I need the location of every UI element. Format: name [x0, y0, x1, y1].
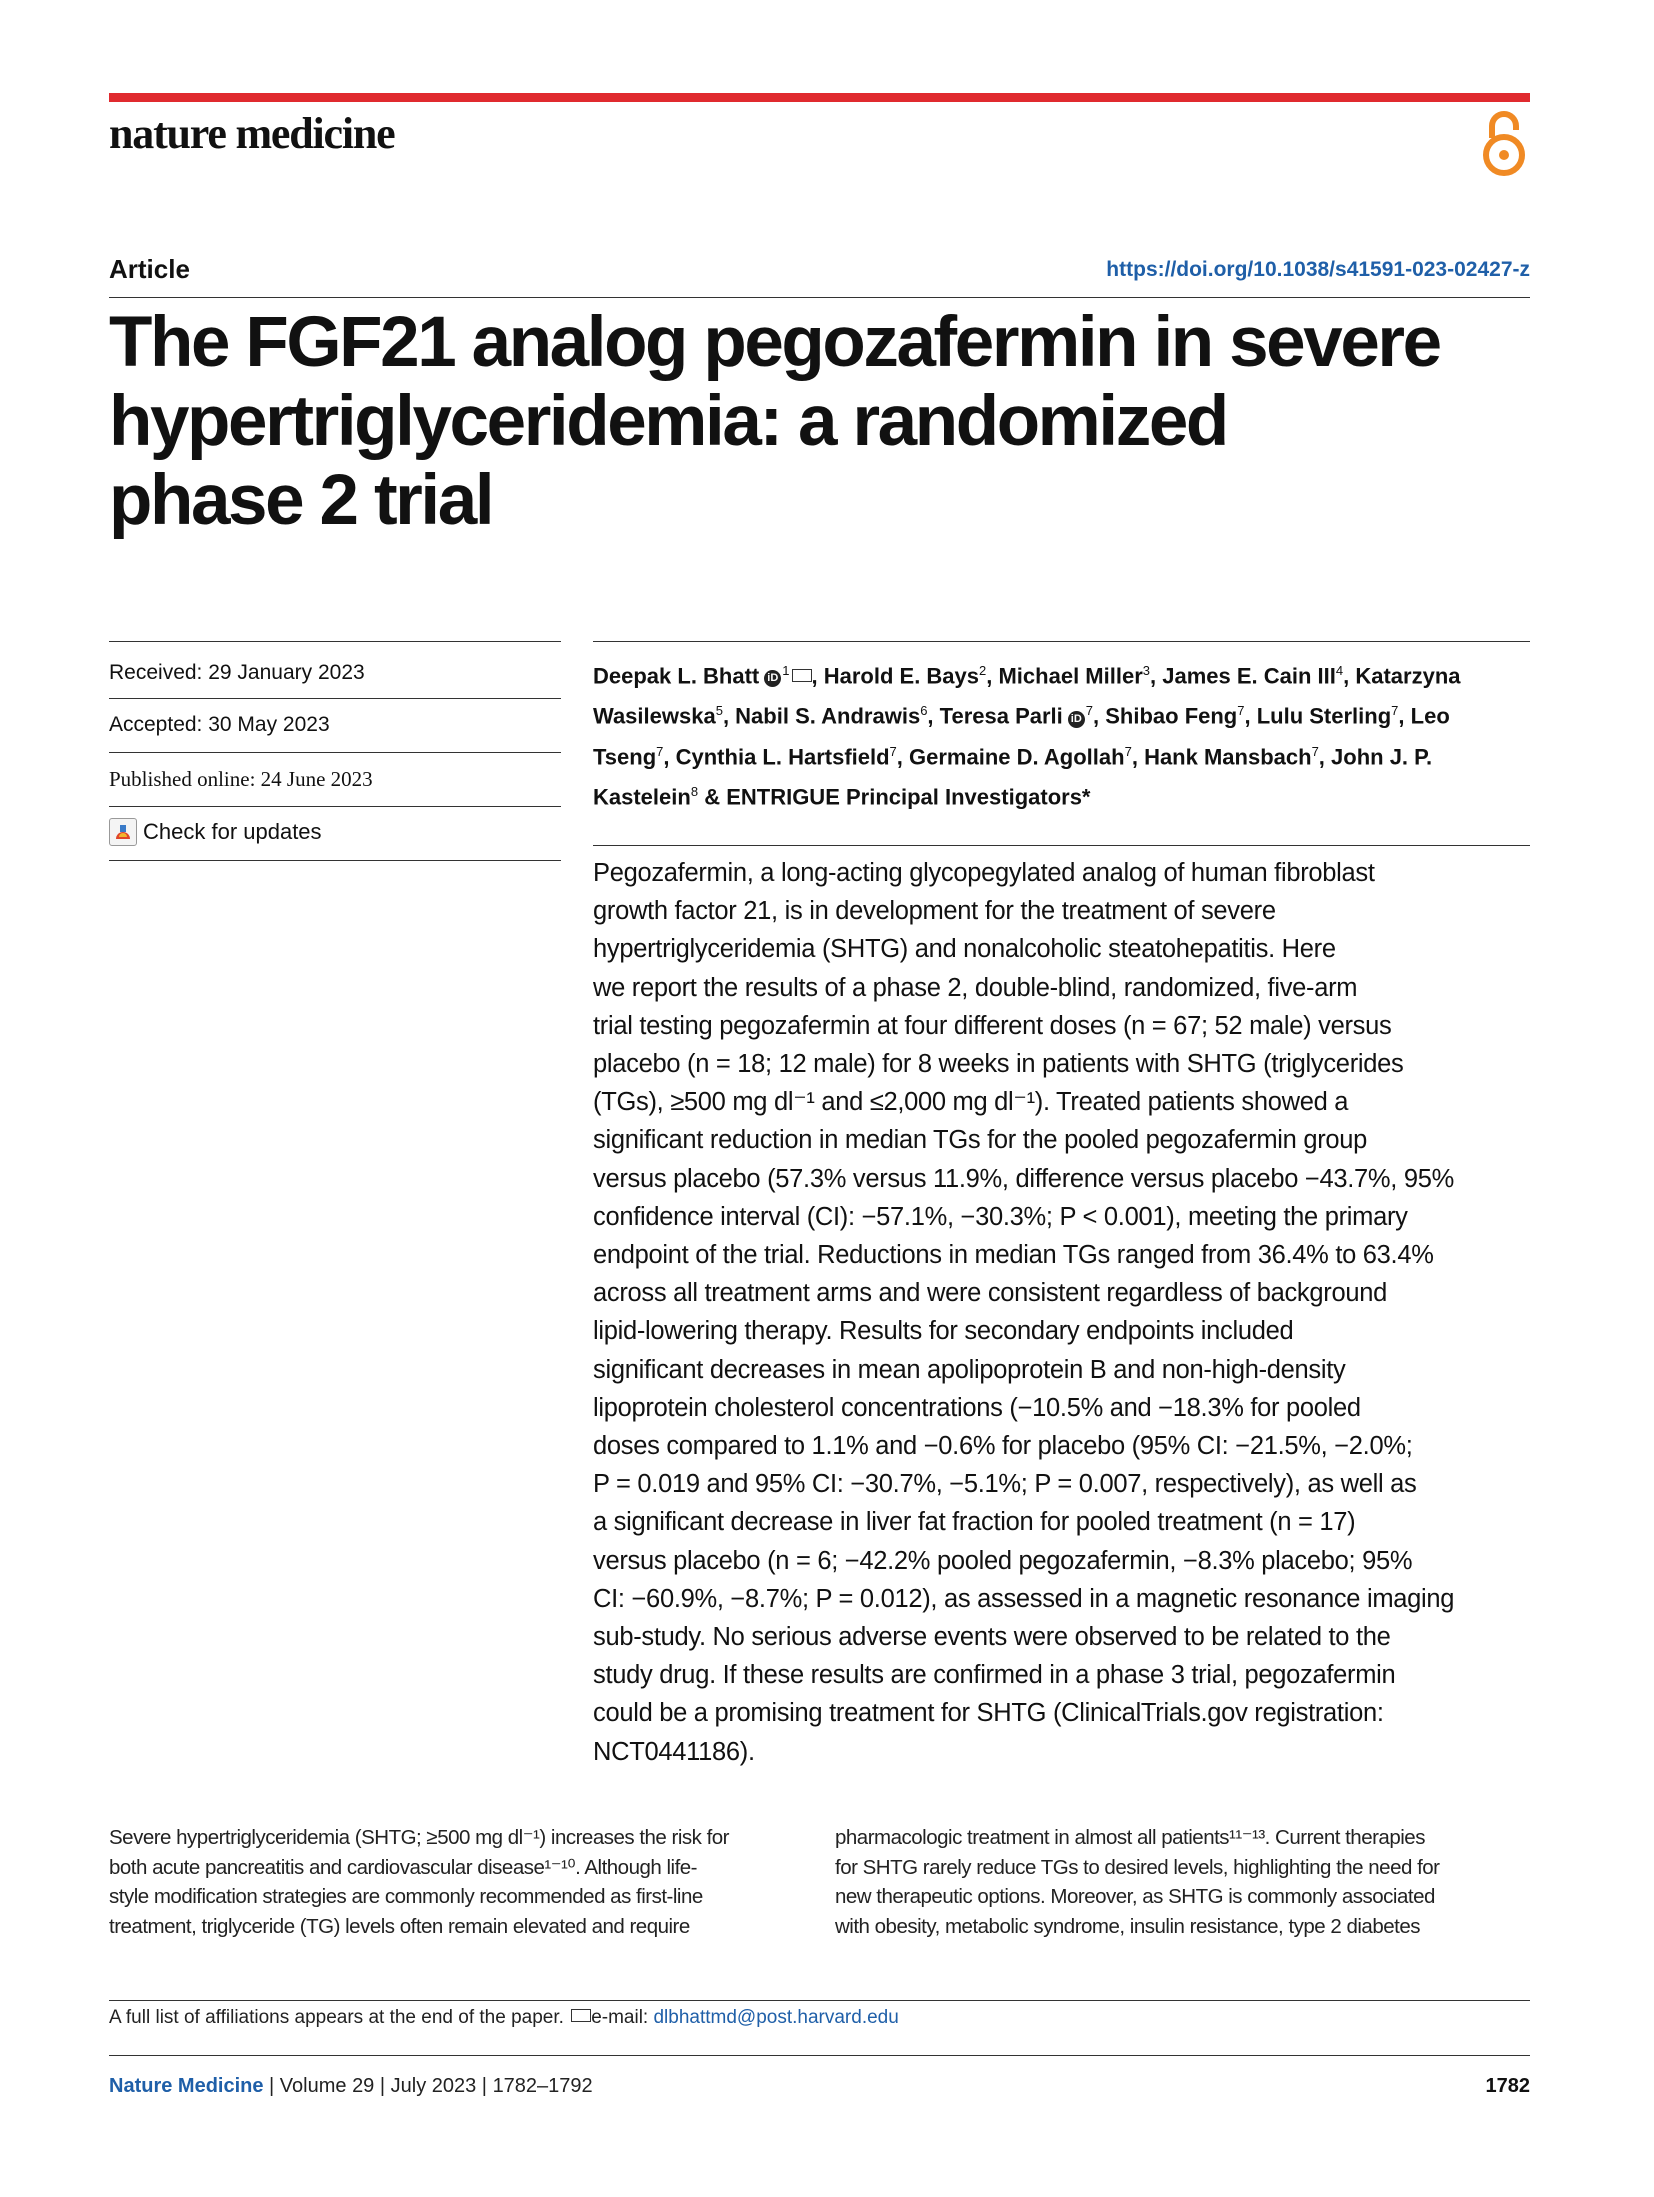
footer-volume: Volume 29	[279, 2075, 375, 2097]
abstract-line: significant reduction in median TGs for the pooled pegozafermin group	[593, 1126, 1368, 1155]
affiliation-marker: 1	[782, 663, 790, 678]
body-line: both acute pancreatitis and cardiovascular disease¹⁻¹⁰. Although life-	[109, 1855, 697, 1879]
orcid-icon[interactable]: iD	[1068, 711, 1085, 728]
footer-divider	[109, 2055, 1530, 2056]
check-for-updates-button[interactable]	[109, 818, 322, 846]
author-name[interactable]: Shibao Feng	[1105, 703, 1238, 729]
author-name[interactable]: Michael Miller	[998, 663, 1143, 689]
abstract-line: we report the results of a phase 2, double-blind, randomized, five-arm	[593, 973, 1358, 1002]
title-line: hypertriglyceridemia: a randomized	[109, 382, 1227, 461]
abstract-line: placebo (n = 18; 12 male) for 8 weeks in patients with SHTG (triglycerides	[593, 1050, 1404, 1079]
abstract-line: confidence interval (CI): −57.1%, −30.3%; P < 0.001), meeting the primary	[593, 1202, 1408, 1231]
affiliation-marker: 7	[1085, 703, 1094, 719]
abstract-divider	[593, 845, 1530, 846]
author-group: & ENTRIGUE Principal Investigators*	[704, 784, 1091, 810]
body-text-left-column	[109, 1823, 812, 1941]
open-access-lock-icon	[1478, 108, 1530, 178]
page-footer: Nature Medicine | Volume 29 | July 2023 | 1782–1792	[109, 2075, 593, 2097]
abstract-line: P = 0.019 and 95% CI: −30.7%, −5.1%; P = 0.007, respectively), as well as	[593, 1470, 1417, 1499]
author-name[interactable]: Katarzyna Wasilewska	[593, 663, 1461, 729]
published-date: Published online: 24 June 2023	[109, 767, 373, 791]
author-name[interactable]: Harold E. Bays	[823, 663, 980, 689]
check-updates-icon	[109, 818, 137, 846]
abstract-line: NCT0441186).	[593, 1737, 755, 1766]
header-divider	[109, 297, 1530, 298]
body-line: new therapeutic options. Moreover, as SHTG is commonly associated	[835, 1885, 1435, 1908]
author-name[interactable]: Germaine D. Agollah	[909, 743, 1125, 769]
affiliation-marker: 7	[1124, 743, 1132, 759]
email-label: e-mail:	[591, 2007, 649, 2028]
abstract-line: growth factor 21, is in development for the treatment of severe	[593, 897, 1276, 926]
affiliations-footnote	[109, 2007, 899, 2029]
abstract-line: endpoint of the trial. Reductions in median TGs ranged from 36.4% to 63.4%	[593, 1241, 1434, 1270]
author-name[interactable]: Cynthia L. Hartsfield	[675, 743, 890, 769]
received-date: Received: 29 January 2023	[109, 661, 365, 684]
affiliation-marker: 7	[889, 743, 897, 759]
author-name[interactable]: Teresa Parli	[939, 703, 1063, 729]
abstract-line: (TGs), ≥500 mg dl⁻¹ and ≤2,000 mg dl⁻¹). Treated patients showed a	[593, 1088, 1349, 1117]
email-envelope-icon	[571, 2009, 591, 2022]
affiliation-marker: 8	[690, 783, 699, 799]
abstract-line: across all treatment arms and were consistent regardless of background	[593, 1279, 1387, 1308]
abstract-line: versus placebo (n = 6; −42.2% pooled pegozafermin, −8.3% placebo; 95%	[593, 1546, 1413, 1575]
doi-link[interactable]: https://doi.org/10.1038/s41591-023-02427-z	[1106, 258, 1530, 281]
corresponding-email-link[interactable]: dlbhattmd@post.harvard.edu	[653, 2007, 899, 2028]
body-line: with obesity, metabolic syndrome, insulin resistance, type 2 diabetes	[835, 1914, 1420, 1938]
article-title	[109, 303, 1530, 540]
abstract-line: doses compared to 1.1% and −0.6% for placebo (95% CI: −21.5%, −2.0%;	[593, 1432, 1413, 1461]
author-name[interactable]: Hank Mansbach	[1144, 743, 1312, 769]
affiliation-marker: 7	[1237, 703, 1245, 719]
page-number: 1782	[1485, 2075, 1530, 2097]
abstract-line: study drug. If these results are confirmed in a phase 3 trial, pegozafermin	[593, 1661, 1396, 1690]
affiliation-marker: 5	[715, 703, 723, 719]
abstract-line: lipid-lowering therapy. Results for secondary endpoints included	[593, 1317, 1294, 1346]
footnote-text: A full list of affiliations appears at the end of the paper.	[109, 2007, 564, 2028]
title-line: phase 2 trial	[109, 461, 493, 540]
journal-accent-bar	[109, 93, 1530, 102]
footer-pages: 1782–1792	[492, 2075, 593, 2097]
author-name[interactable]: Deepak L. Bhatt	[593, 663, 760, 689]
footnote-divider	[109, 2000, 1530, 2001]
body-line: style modification strategies are commonly recommended as first-line	[109, 1885, 703, 1908]
abstract-line: lipoprotein cholesterol concentrations (−10.5% and −18.3% for pooled	[593, 1393, 1361, 1422]
author-list: Deepak L. Bhatt $iD^1$ , Harold E. Bays$^2$, Michael Miller$^3$, James E. Cain III$^4$, Katarzyna Wasilewska$^5$, Nabil S. Andrawis$^6$, Teresa Parli $iD^7$, Shibao Feng$^7$, Lulu Sterling$^7$, Leo Tseng$^7$, Cynthia L. Hartsfield$^7$, Germaine D. Agollah$^7$, Hank Mansbach$^7$, John J. P. Kastelein$^8$ & ENTRIGUE Principal Investigators*	[593, 663, 1461, 810]
abstract-line: significant decreases in mean apolipoprotein B and non-high-density	[593, 1355, 1346, 1384]
meta-divider	[109, 860, 561, 861]
abstract	[593, 854, 1533, 1771]
meta-divider	[109, 752, 561, 753]
body-line: pharmacologic treatment in almost all patients¹¹⁻¹³. Current therapies	[835, 1826, 1425, 1849]
check-updates-label: Check for updates	[143, 819, 322, 844]
email-envelope-icon[interactable]	[792, 669, 812, 682]
affiliation-marker: 6	[920, 703, 928, 719]
meta-divider	[109, 641, 561, 642]
abstract-line: Pegozafermin, a long-acting glycopegylated analog of human fibroblast	[593, 859, 1375, 887]
affiliation-marker: 7	[656, 743, 664, 759]
abstract-line: CI: −60.9%, −8.7%; P = 0.012), as assessed in a magnetic resonance imaging	[593, 1584, 1455, 1613]
abstract-line: versus placebo (57.3% versus 11.9%, difference versus placebo −43.7%, 95%	[593, 1164, 1454, 1193]
affiliation-marker: 3	[1142, 663, 1150, 678]
author-name[interactable]: James E. Cain III	[1162, 663, 1336, 689]
affiliation-marker: 2	[979, 663, 987, 678]
accepted-date: Accepted: 30 May 2023	[109, 713, 330, 736]
affiliation-marker: 4	[1335, 663, 1344, 678]
abstract-line: hypertriglyceridemia (SHTG) and nonalcoholic steatohepatitis. Here	[593, 935, 1336, 964]
footer-journal-name: Nature Medicine	[109, 2075, 264, 2097]
author-name[interactable]: John J. P. Kastelein	[593, 743, 1433, 810]
author-name[interactable]: Lulu Sterling	[1256, 703, 1392, 729]
body-line: for SHTG rarely reduce TGs to desired levels, highlighting the need for	[835, 1855, 1440, 1879]
article-type-label: Article	[109, 254, 190, 284]
journal-name: nature medicine	[109, 109, 395, 158]
orcid-icon[interactable]: iD	[764, 670, 781, 687]
abstract-line: a significant decrease in liver fat fraction for pooled treatment (n = 17)	[593, 1508, 1356, 1537]
meta-divider	[109, 806, 561, 807]
author-name[interactable]: Leo Tseng	[593, 703, 1450, 769]
affiliation-marker: 7	[1391, 703, 1399, 719]
abstract-line: sub-study. No serious adverse events were observed to be related to the	[593, 1623, 1391, 1652]
abstract-line: trial testing pegozafermin at four different doses (n = 67; 52 male) versus	[593, 1011, 1392, 1040]
author-name[interactable]: Nabil S. Andrawis	[735, 703, 921, 729]
meta-divider	[109, 698, 561, 699]
title-line: The FGF21 analog pegozafermin in severe	[109, 303, 1440, 382]
affiliation-marker: 7	[1311, 743, 1319, 759]
body-text-right-column	[835, 1823, 1538, 1941]
authors-divider	[593, 641, 1530, 642]
footer-issue: July 2023	[390, 2075, 477, 2097]
body-line: Severe hypertriglyceridemia (SHTG; ≥500 mg dl⁻¹) increases the risk for	[109, 1826, 730, 1849]
body-line: treatment, triglyceride (TG) levels often remain elevated and require	[109, 1914, 690, 1938]
abstract-line: could be a promising treatment for SHTG (ClinicalTrials.gov registration:	[593, 1699, 1384, 1728]
